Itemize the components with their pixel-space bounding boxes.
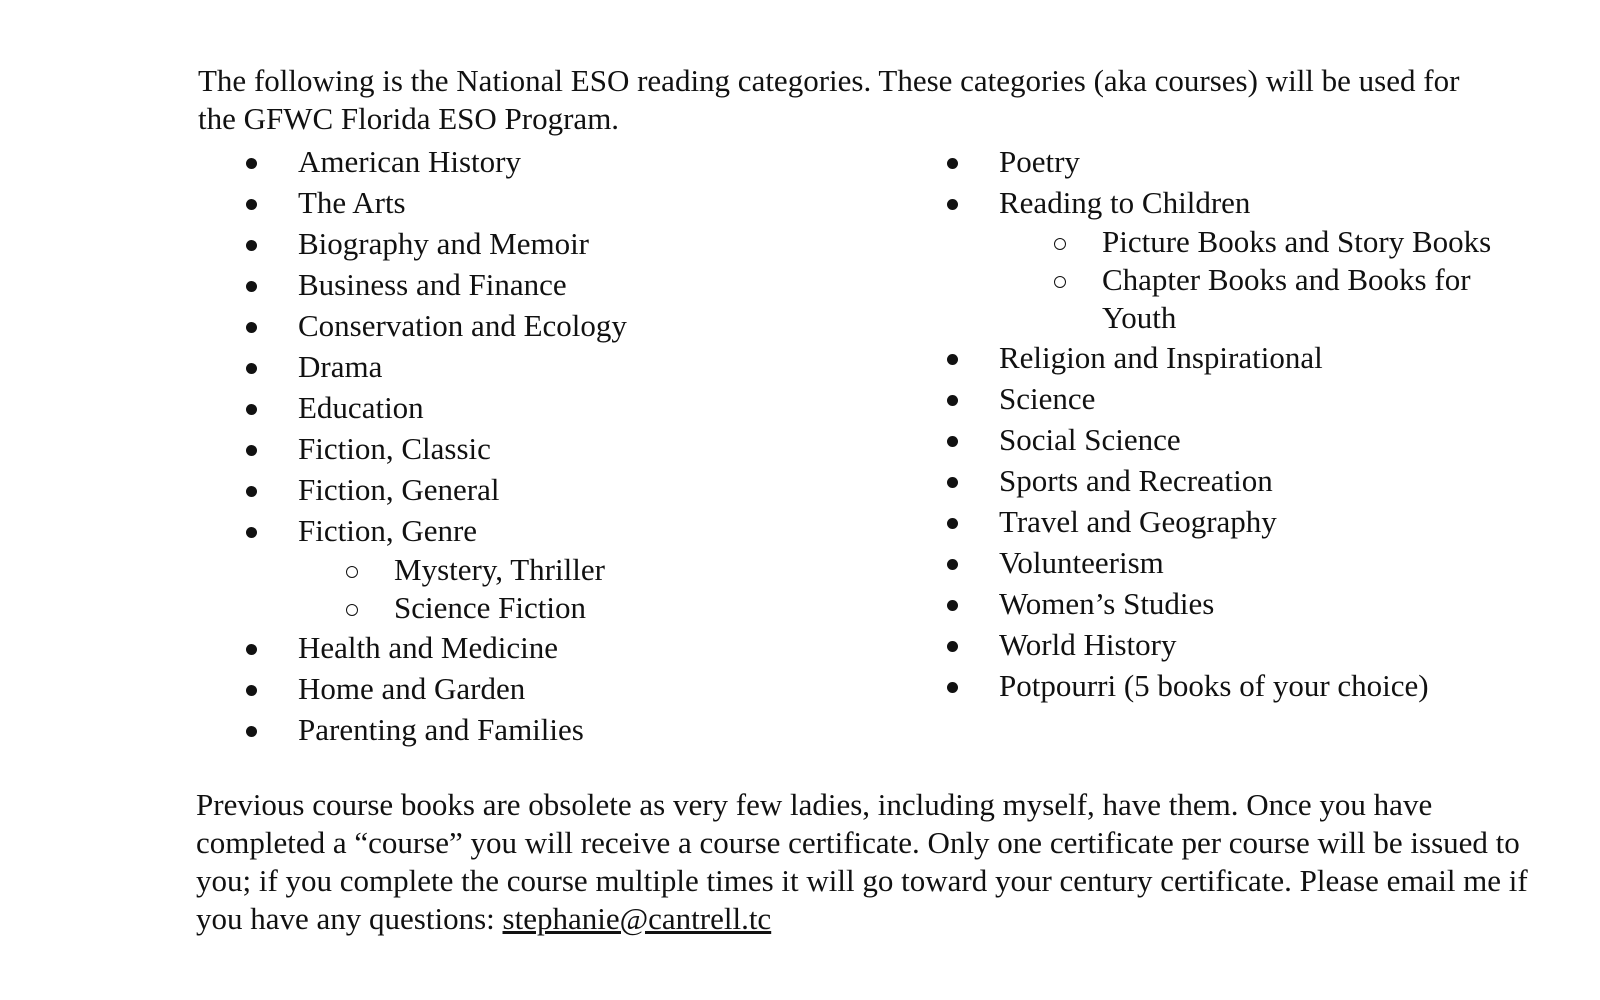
- list-item: [947, 337, 1547, 378]
- list-item: [947, 583, 1547, 624]
- bullet-icon: [947, 477, 958, 488]
- category-label: Home and Garden: [298, 671, 526, 706]
- sub-list-item: [246, 551, 886, 589]
- bullet-icon: [947, 600, 958, 611]
- hollow-bullet-icon: [1054, 276, 1066, 288]
- bullet-icon: [246, 281, 257, 292]
- list-item: [947, 542, 1547, 583]
- category-label: Business and Finance: [298, 267, 567, 302]
- genre-subitems: [246, 551, 886, 627]
- category-label: Reading to Children: [999, 185, 1251, 220]
- list-item: [246, 305, 886, 346]
- email-link[interactable]: stephanie@cantrell.tc: [502, 901, 772, 936]
- category-label: Volunteerism: [999, 545, 1164, 580]
- closing-text: Previous course books are obsolete as very few ladies, including myself, have them. Once you have completed a “course” you will receive a course certificate. Only one certificate per course will be issued to you; if you complete the course multiple times it will go toward your century certificate. Please email me if you have any questions:: [196, 787, 1528, 936]
- bullet-icon: [947, 395, 958, 406]
- bullet-icon: [246, 685, 257, 696]
- bullet-icon: [246, 726, 257, 737]
- children-sublist: [947, 223, 1547, 337]
- category-label: Poetry: [999, 144, 1080, 179]
- category-label: World History: [999, 627, 1177, 662]
- sub-list-item: [246, 589, 886, 627]
- bullet-icon: [947, 641, 958, 652]
- list-item: [947, 182, 1547, 223]
- sub-list-item: [947, 223, 1547, 261]
- category-label: Education: [298, 390, 424, 425]
- sub-list-item: [947, 261, 1547, 337]
- category-label: Potpourri (5 books of your choice): [999, 668, 1429, 703]
- bullet-icon: [947, 682, 958, 693]
- category-label: Conservation and Ecology: [298, 308, 627, 343]
- bullet-icon: [246, 240, 257, 251]
- bullet-icon: [246, 199, 257, 210]
- list-item: [246, 668, 886, 709]
- list-item: [246, 469, 886, 510]
- list-item: [246, 264, 886, 305]
- bullet-icon: [246, 527, 257, 538]
- children-subitems: [947, 223, 1547, 337]
- categories-left-column: [246, 141, 886, 750]
- category-label: Women’s Studies: [999, 586, 1215, 621]
- bullet-icon: [947, 158, 958, 169]
- list-item: [246, 346, 886, 387]
- bullet-icon: [246, 445, 257, 456]
- list-item: [246, 182, 886, 223]
- bullet-icon: [246, 363, 257, 374]
- category-label: American History: [298, 144, 521, 179]
- bullet-icon: [947, 436, 958, 447]
- category-label: Fiction, Genre: [298, 513, 478, 548]
- list-item: [947, 624, 1547, 665]
- category-label: The Arts: [298, 185, 406, 220]
- category-label: Sports and Recreation: [999, 463, 1273, 498]
- bullet-icon: [947, 559, 958, 570]
- categories-right-column: [947, 141, 1547, 706]
- category-label: Health and Medicine: [298, 630, 558, 665]
- list-item: [947, 141, 1547, 182]
- bullet-icon: [947, 354, 958, 365]
- hollow-bullet-icon: [346, 604, 358, 616]
- list-item: [947, 378, 1547, 419]
- category-label: Biography and Memoir: [298, 226, 590, 261]
- category-label: Parenting and Families: [298, 712, 584, 747]
- list-item: [246, 428, 886, 469]
- bullet-icon: [947, 199, 958, 210]
- bullet-icon: [246, 322, 257, 333]
- category-label: Social Science: [999, 422, 1181, 457]
- list-item: [947, 419, 1547, 460]
- category-label: Drama: [298, 349, 383, 384]
- category-label: Religion and Inspirational: [999, 340, 1323, 375]
- subcategory-label: Mystery, Thriller: [394, 552, 605, 587]
- category-label: Fiction, Classic: [298, 431, 491, 466]
- list-item: [947, 665, 1547, 706]
- list-item: [947, 460, 1547, 501]
- subcategory-label: Chapter Books and Books for Youth: [1102, 262, 1471, 335]
- list-item: [246, 709, 886, 750]
- category-label: Travel and Geography: [999, 504, 1277, 539]
- hollow-bullet-icon: [346, 566, 358, 578]
- list-item: [246, 510, 886, 551]
- bullet-icon: [246, 644, 257, 655]
- bullet-icon: [246, 404, 257, 415]
- intro-paragraph: The following is the National ESO reading categories. These categories (aka courses) will be used for the GFWC Florida ESO Program.: [198, 63, 1460, 136]
- subcategory-label: Science Fiction: [394, 590, 586, 625]
- list-item: [246, 223, 886, 264]
- bullet-icon: [246, 486, 257, 497]
- category-label: Science: [999, 381, 1096, 416]
- subcategory-label: Picture Books and Story Books: [1102, 224, 1492, 259]
- closing-paragraph: [196, 786, 1536, 938]
- list-item: [246, 387, 886, 428]
- genre-sublist: [246, 551, 886, 627]
- bullet-icon: [246, 158, 257, 169]
- list-item: [246, 627, 886, 668]
- hollow-bullet-icon: [1054, 238, 1066, 250]
- bullet-icon: [947, 518, 958, 529]
- list-item: [947, 501, 1547, 542]
- list-item: [246, 141, 886, 182]
- category-label: Fiction, General: [298, 472, 500, 507]
